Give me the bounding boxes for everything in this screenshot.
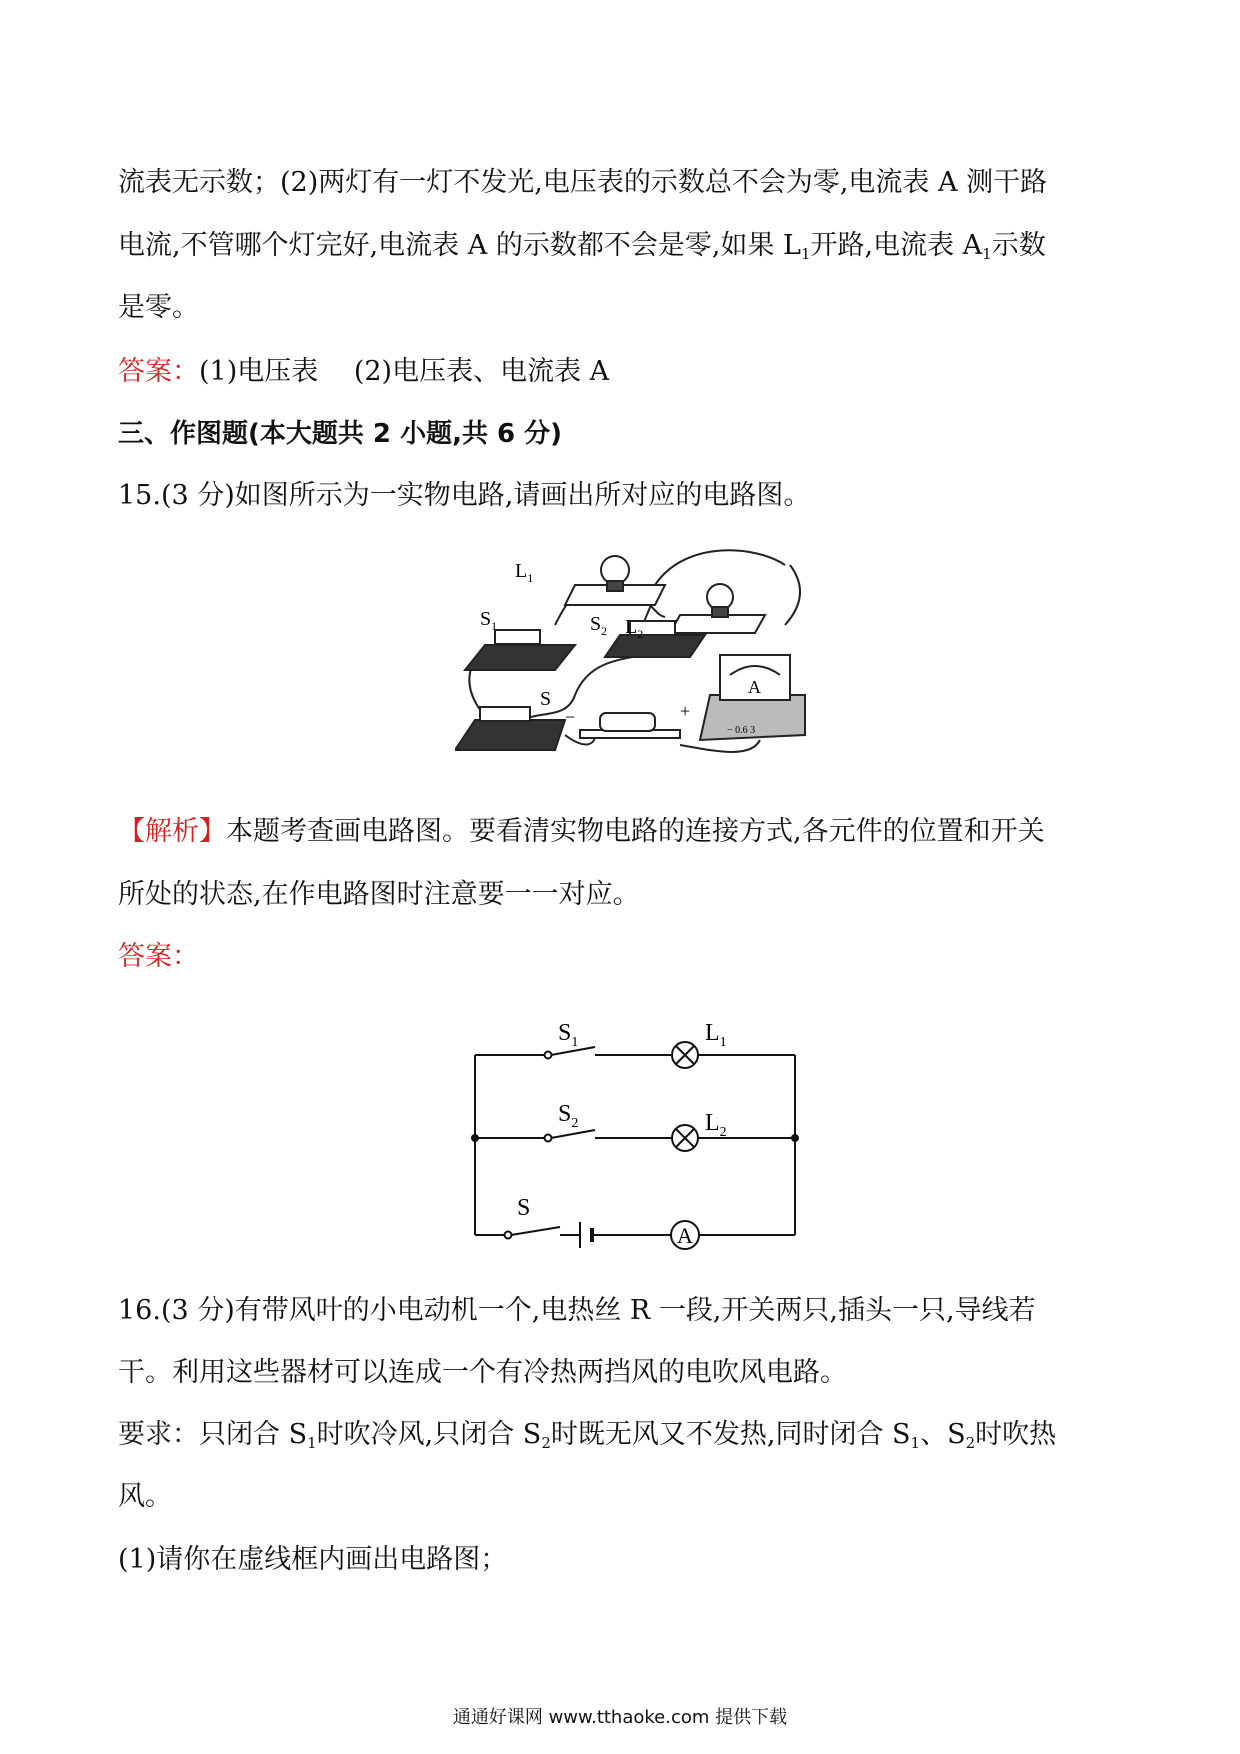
label-s1: $S_1$	[480, 608, 498, 633]
label-l2: $L_2$	[625, 616, 644, 641]
answer-15-label: 答案：	[118, 941, 199, 972]
question-15: 15.(3 分)如图所示为一实物电路,请画出所对应的电路图。	[118, 480, 811, 511]
text-segment: 要求：只闭合 S	[118, 1419, 308, 1450]
analysis-line-2	[118, 226, 1130, 266]
diagram-label-s: S	[517, 1195, 531, 1221]
question-16-part-1: (1)请你在虚线框内画出电路图；	[118, 1544, 508, 1575]
switch-s-contact	[505, 1232, 512, 1239]
circuit-diagram	[460, 1010, 820, 1250]
text-segment: 电流,不管哪个灯完好,电流表 A 的示数都不会是零,如果 L	[118, 230, 801, 261]
question-16-line-2: 干。利用这些器材可以连成一个有冷热两挡风的电吹风电路。	[118, 1357, 847, 1388]
label-l1: $L_1$	[515, 560, 534, 585]
switch-s1-contact	[545, 1052, 552, 1059]
text-segment: 示数	[991, 230, 1046, 261]
text-segment: 时吹热	[975, 1419, 1057, 1450]
diagram-label-s1: $S_1$	[558, 1020, 579, 1050]
ammeter-label: A	[677, 1223, 693, 1248]
wire	[655, 550, 785, 585]
diagram-label-l1: $L_1$	[705, 1020, 727, 1050]
lamp-l2	[670, 584, 765, 633]
wire	[680, 740, 760, 752]
question-16-line-1: 16.(3 分)有带风叶的小电动机一个,电热丝 R 一段,开关两只,插头一只,导线若	[118, 1295, 1036, 1326]
label-minus: −	[565, 707, 576, 727]
page-footer: 通通好课网 www.tthaoke.com 提供下载	[452, 1707, 788, 1728]
diagram-label-s2: $S_2$	[558, 1101, 579, 1131]
analysis-label: 【解析】	[118, 816, 226, 847]
label-ammeter: A	[748, 677, 761, 697]
subscript: 1	[800, 245, 811, 263]
battery	[580, 713, 680, 738]
question-16-line-4: 风。	[118, 1481, 172, 1512]
analysis-15-line-1	[118, 812, 1130, 852]
answer-text: (1)电压表 (2)电压表、电流表 A	[199, 356, 610, 387]
battery-symbol	[580, 1222, 592, 1248]
answer-14	[118, 352, 1130, 392]
label-s: S	[540, 688, 552, 710]
lamp-l1	[565, 556, 665, 605]
lamp-l1-symbol	[672, 1042, 698, 1068]
switch-s2-contact	[545, 1135, 552, 1142]
label-s2: $S_2$	[590, 613, 608, 638]
diagram-label-l2: $L_2$	[705, 1110, 727, 1140]
section-title: 三、作图题(本大题共 2 小题,共 6 分)	[118, 419, 563, 449]
analysis-15-line-2: 所处的状态,在作电路图时注意要一一对应。	[118, 879, 640, 910]
text-segment: 时既无风又不发热,同时闭合 S	[550, 1419, 911, 1450]
subscript: 2	[541, 1434, 551, 1452]
lamp-l2-symbol	[672, 1125, 698, 1151]
subscript: 1	[910, 1434, 921, 1452]
switch-s1	[465, 630, 575, 670]
text-segment: 、S	[920, 1419, 966, 1450]
text-segment: 时吹冷风,只闭合 S	[316, 1419, 542, 1450]
subscript: 2	[965, 1434, 976, 1452]
label-plus: +	[680, 701, 691, 721]
subscript: 1	[982, 245, 992, 263]
subscript: 1	[307, 1434, 317, 1452]
label-ammeter-scale: − 0.6 3	[727, 725, 756, 736]
analysis-line-1: 流表无示数；(2)两灯有一灯不发光,电压表的示数总不会为零,电流表 A 测干路	[118, 167, 1048, 198]
wire	[785, 565, 800, 625]
answer-label: 答案：	[118, 356, 199, 387]
question-16-requirement	[118, 1415, 1130, 1455]
junction-left	[471, 1134, 479, 1142]
analysis-text: 本题考查画电路图。要看清实物电路的连接方式,各元件的位置和开关	[226, 816, 1045, 847]
analysis-line-3: 是零。	[118, 292, 199, 323]
physical-circuit-figure	[455, 545, 810, 770]
text-segment: 开路,电流表 A	[810, 230, 983, 261]
junction-right	[791, 1134, 799, 1142]
